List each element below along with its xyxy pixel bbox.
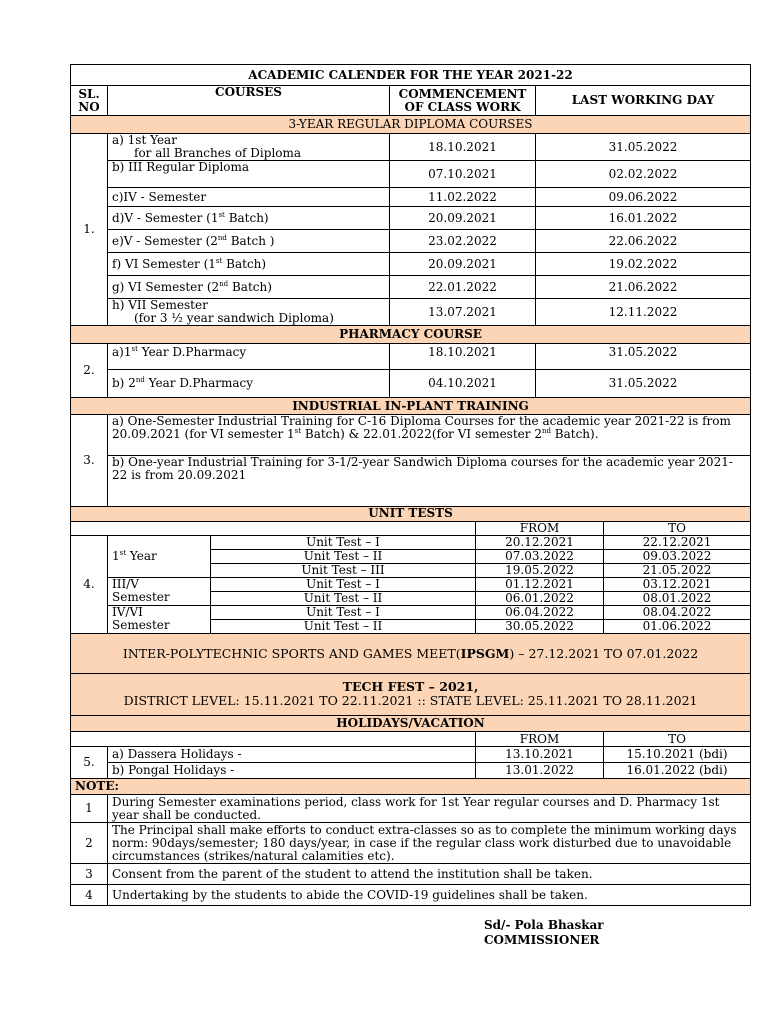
commencement-date: 20.09.2021 <box>390 207 536 230</box>
test-from: 06.01.2022 <box>476 591 604 605</box>
test-name: Unit Test – III <box>211 563 476 577</box>
group-fourth-sixth-semester: IV/VI Semester <box>108 605 211 633</box>
table-row <box>71 577 751 591</box>
academic-calendar-document <box>70 64 750 906</box>
note-row <box>71 795 751 823</box>
last-working-date: 09.06.2022 <box>536 188 751 207</box>
commencement-date: 07.10.2021 <box>390 161 536 188</box>
test-name: Unit Test – I <box>211 535 476 549</box>
course-name: d)V - Semester (1st Batch) <box>108 207 390 230</box>
unit-tests-blank-cell <box>71 521 476 535</box>
test-from: 01.12.2021 <box>476 577 604 591</box>
signatory-designation: COMMISSIONER <box>484 933 600 947</box>
table-row <box>71 253 751 276</box>
sl-number: 1. <box>71 134 108 326</box>
course-name: b) III Regular Diploma <box>108 161 390 188</box>
test-name: Unit Test – I <box>211 605 476 619</box>
sl-number: 4. <box>71 535 108 633</box>
test-name: Unit Test – II <box>211 591 476 605</box>
courses-table <box>70 64 751 507</box>
table-row <box>71 207 751 230</box>
commencement-date: 18.10.2021 <box>390 344 536 370</box>
tech-fest-banner <box>71 673 751 715</box>
course-name: a) 1st Year for all Branches of Diploma <box>108 134 390 161</box>
last-working-date: 12.11.2022 <box>536 299 751 326</box>
tech-fest-levels: DISTRICT LEVEL: 15.11.2021 TO 22.11.2021 :: STATE LEVEL: 25.11.2021 TO 28.11.2021 <box>123 693 698 708</box>
commencement-header-line2: OF CLASS WORK <box>404 99 521 114</box>
to-header: TO <box>604 521 751 535</box>
test-from: 30.05.2022 <box>476 619 604 633</box>
table-row <box>71 134 751 161</box>
note-heading: NOTE: <box>71 779 751 795</box>
holiday-name: a) Dassera Holidays - <box>108 747 476 763</box>
test-to: 08.04.2022 <box>604 605 751 619</box>
table-row <box>71 188 751 207</box>
commencement-date: 22.01.2022 <box>390 276 536 299</box>
note-text: Undertaking by the students to abide the COVID-19 guidelines shall be taken. <box>108 885 751 906</box>
note-number: 4 <box>71 885 108 906</box>
commencement-date: 18.10.2021 <box>390 134 536 161</box>
group-first-year: 1st Year <box>108 535 211 577</box>
table-row <box>71 747 751 763</box>
test-from: 06.04.2022 <box>476 605 604 619</box>
holiday-name: b) Pongal Holidays - <box>108 763 476 779</box>
note-row <box>71 885 751 906</box>
test-to: 08.01.2022 <box>604 591 751 605</box>
last-working-date: 21.06.2022 <box>536 276 751 299</box>
holiday-to: 15.10.2021 (bdi) <box>604 747 751 763</box>
table-row <box>71 535 751 549</box>
training-row-a <box>71 415 751 456</box>
note-number: 2 <box>71 823 108 864</box>
note-number: 1 <box>71 795 108 823</box>
training-text-b: b) One-year Industrial Training for 3-1/2-year Sandwich Diploma courses for the academic year 2021-22 is from 20.09.2021 <box>108 456 751 507</box>
course-name: b) 2nd Year D.Pharmacy <box>108 370 390 398</box>
last-working-date: 31.05.2022 <box>536 134 751 161</box>
test-to: 22.12.2021 <box>604 535 751 549</box>
commencement-header-line1: COMMENCEMENT <box>398 86 527 101</box>
last-working-date: 31.05.2022 <box>536 344 751 370</box>
sports-meet-banner: INTER-POLYTECHNIC SPORTS AND GAMES MEET(IPSGM) – 27.12.2021 TO 07.01.2022 <box>71 633 751 673</box>
holidays-heading: HOLIDAYS/VACATION <box>71 716 751 732</box>
to-header: TO <box>604 732 751 747</box>
header-row <box>71 86 751 116</box>
table-row <box>71 605 751 619</box>
sl-header-line2: NO <box>78 99 100 114</box>
test-name: Unit Test – II <box>211 619 476 633</box>
unit-tests-table <box>70 507 751 716</box>
from-header: FROM <box>476 521 604 535</box>
group-third-fifth-semester: III/V Semester <box>108 577 211 605</box>
sl-no-header <box>71 86 108 116</box>
commencement-date: 20.09.2021 <box>390 253 536 276</box>
sl-number: 3. <box>71 415 108 507</box>
test-name: Unit Test – II <box>211 549 476 563</box>
commencement-date: 04.10.2021 <box>390 370 536 398</box>
sl-number: 5. <box>71 747 108 779</box>
signature-block <box>484 918 604 948</box>
commencement-date: 11.02.2022 <box>390 188 536 207</box>
test-to: 03.12.2021 <box>604 577 751 591</box>
tech-fest-title: TECH FEST – 2021, <box>342 679 479 694</box>
test-to: 09.03.2022 <box>604 549 751 563</box>
sl-header-line1: SL. <box>78 86 100 101</box>
course-name: c)IV - Semester <box>108 188 390 207</box>
course-name: a)1st Year D.Pharmacy <box>108 344 390 370</box>
holiday-to: 16.01.2022 (bdi) <box>604 763 751 779</box>
table-row <box>71 370 751 398</box>
table-row <box>71 276 751 299</box>
last-working-date: 02.02.2022 <box>536 161 751 188</box>
unit-tests-heading: UNIT TESTS <box>71 507 751 521</box>
note-text: Consent from the parent of the student to attend the institution shall be taken. <box>108 864 751 885</box>
table-row <box>71 161 751 188</box>
last-working-day-header: LAST WORKING DAY <box>536 86 751 116</box>
course-name: h) VII Semester (for 3 ½ year sandwich Diploma) <box>108 299 390 326</box>
note-row <box>71 864 751 885</box>
table-row <box>71 763 751 779</box>
test-name: Unit Test – I <box>211 577 476 591</box>
from-header: FROM <box>476 732 604 747</box>
test-to: 21.05.2022 <box>604 563 751 577</box>
course-name: f) VI Semester (1st Batch) <box>108 253 390 276</box>
holidays-blank-cell <box>71 732 476 747</box>
course-name: e)V - Semester (2nd Batch ) <box>108 230 390 253</box>
commencement-date: 13.07.2021 <box>390 299 536 326</box>
last-working-date: 22.06.2022 <box>536 230 751 253</box>
last-working-date: 16.01.2022 <box>536 207 751 230</box>
sl-number: 2. <box>71 344 108 398</box>
test-from: 19.05.2022 <box>476 563 604 577</box>
signatory-name: Sd/- Pola Bhaskar <box>484 918 604 932</box>
last-working-date: 19.02.2022 <box>536 253 751 276</box>
regular-diploma-heading: 3-YEAR REGULAR DIPLOMA COURSES <box>71 116 751 134</box>
note-text: The Principal shall make efforts to conduct extra-classes so as to complete the minimum working days norm: 90days/semester; 180 days/year, in case if the regular class work disturbed due to unavoidable circumstances (strikes/natural calamities etc). <box>108 823 751 864</box>
note-text: During Semester examinations period, class work for 1st Year regular courses and D. Pharmacy 1st year shall be conducted. <box>108 795 751 823</box>
table-row <box>71 299 751 326</box>
training-text-a: a) One-Semester Industrial Training for C-16 Diploma Courses for the academic year 2021-22 is from 20.09.2021 (for VI semester 1st Batch) & 22.01.2022(for VI semester 2nd Batch). <box>108 415 751 456</box>
test-from: 07.03.2022 <box>476 549 604 563</box>
pharmacy-heading: PHARMACY COURSE <box>71 326 751 344</box>
commencement-date: 23.02.2022 <box>390 230 536 253</box>
test-to: 01.06.2022 <box>604 619 751 633</box>
holiday-from: 13.10.2021 <box>476 747 604 763</box>
table-row <box>71 230 751 253</box>
last-working-date: 31.05.2022 <box>536 370 751 398</box>
holidays-table <box>70 716 751 907</box>
commencement-header <box>390 86 536 116</box>
course-name: g) VI Semester (2nd Batch) <box>108 276 390 299</box>
holiday-from: 13.01.2022 <box>476 763 604 779</box>
training-row-b <box>71 456 751 507</box>
note-number: 3 <box>71 864 108 885</box>
test-from: 20.12.2021 <box>476 535 604 549</box>
table-row <box>71 344 751 370</box>
note-row <box>71 823 751 864</box>
courses-header: COURSES <box>108 86 390 116</box>
calendar-title: ACADEMIC CALENDER FOR THE YEAR 2021-22 <box>71 65 751 86</box>
training-heading: INDUSTRIAL IN-PLANT TRAINING <box>71 398 751 415</box>
